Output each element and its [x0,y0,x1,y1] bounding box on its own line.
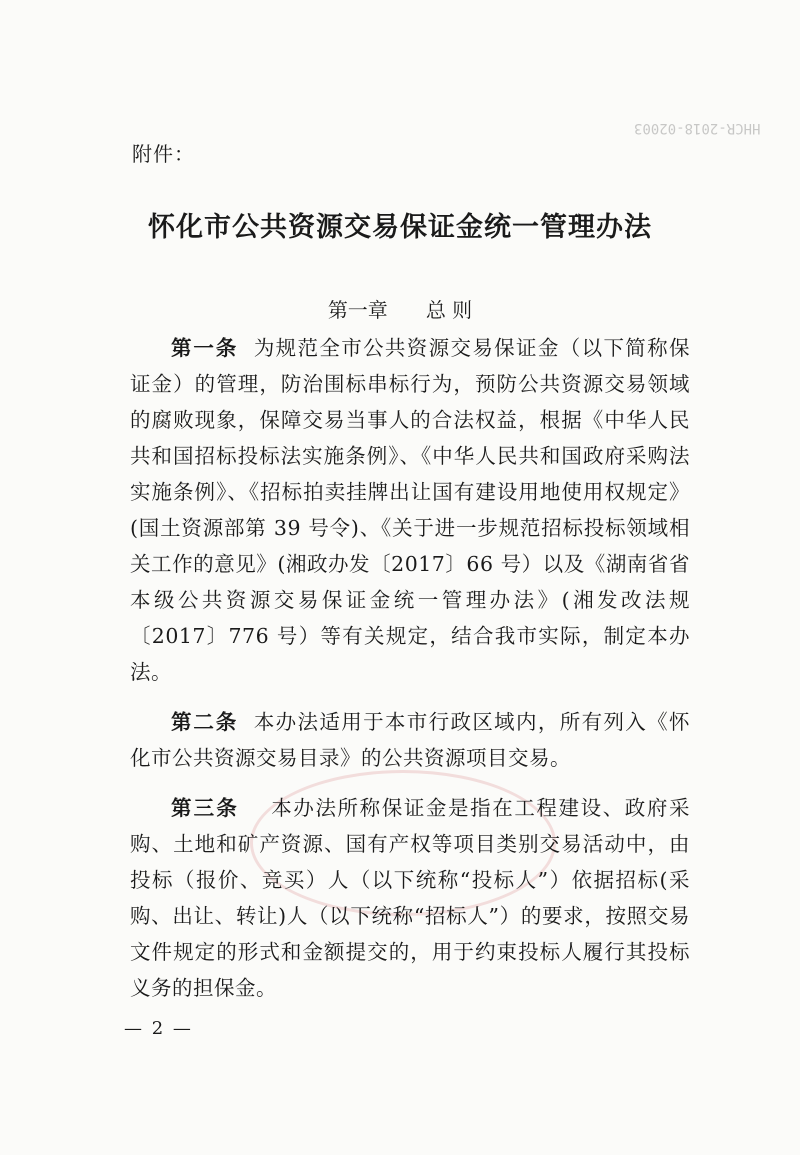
article-2-head: 第二条 [171,710,239,734]
document-body [130,330,690,1006]
chapter-name: 总 则 [425,298,473,322]
article-3-head: 第三条 [171,796,239,820]
article-1-head: 第一条 [171,336,239,360]
chapter-number: 第一章 [327,298,388,322]
article-3-text: 本办法所称保证金是指在工程建设、政府采购、土地和矿产资源、国有产权等项目类别交易活动中，由投标（报价、竞买）人（以下统称“投标人”）依据招标(采购、出让、转让)人（以下统称“招标人”）的要求，按照交易文件规定的形式和金额提交的，用于约束投标人履行其投标义务的担保金。 [130,796,690,1000]
document-title: 怀化市公共资源交易保证金统一管理办法 [148,212,652,243]
article-2 [130,704,690,776]
page-number: — 2 — [124,1018,193,1039]
article-2-text: 本办法适用于本市行政区域内，所有列入《怀化市公共资源交易目录》的公共资源项目交易。 [130,710,691,770]
article-3 [130,790,690,1006]
chapter-heading [0,294,800,323]
margin-note: HHCR-2018-02003 [633,120,760,136]
article-1 [130,330,690,690]
article-1-text: 为规范全市公共资源交易保证金（以下简称保证金）的管理，防治围标串标行为，预防公共资源交易领域的腐败现象，保障交易当事人的合法权益，根据《中华人民共和国招标投标法实施条例》、《中华人民共和国政府采购法实施条例》、《招标拍卖挂牌出让国有建设用地使用权规定》(国土资源部第 39 号令)、《关于进一步规范招标投标领域相关工作的意见》(湘政办发〔2017〕66 号）以及《湖南省省本级公共资源交易保证金统一管理办法》(湘发改法规〔2017〕776 号）等有关规定，结合我市实际，制定本办法。 [130,336,691,684]
attachment-label: 附件： [132,142,195,166]
